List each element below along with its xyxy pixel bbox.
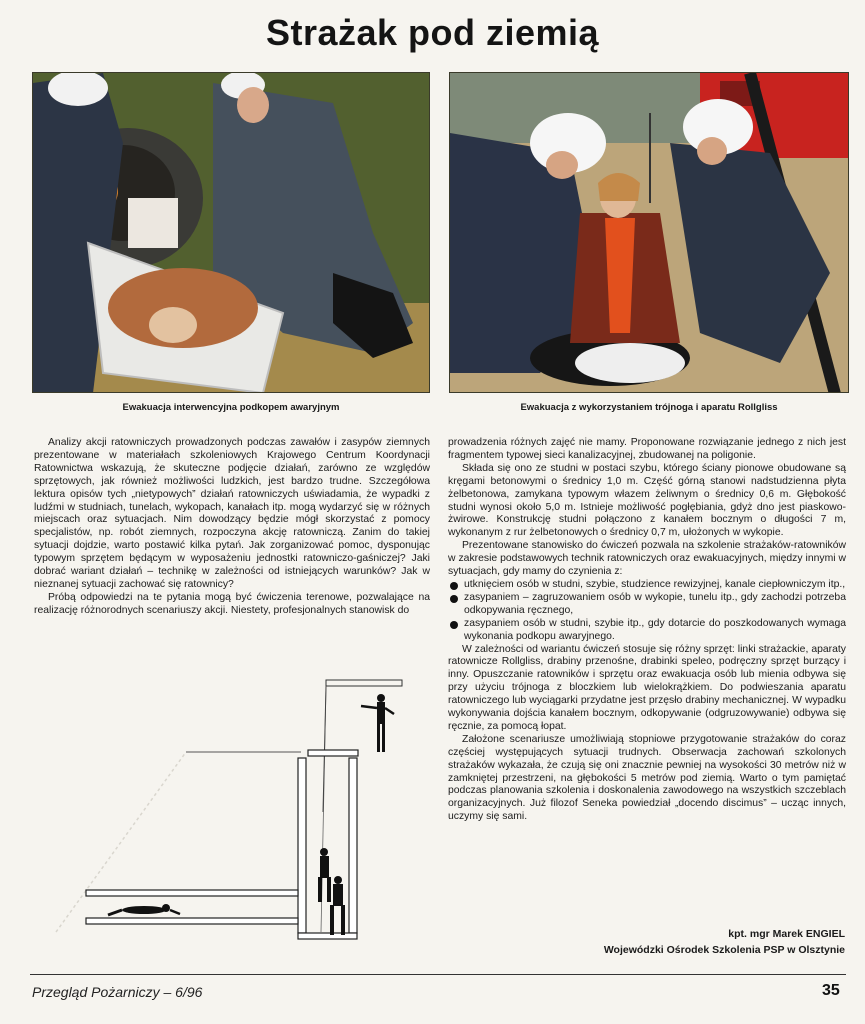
bullet-item: zasypaniem – zagruzowaniem osób w wykopie, tunelu itp., gdy zachodzi potrzeba odkopywania ręcznego, <box>448 592 846 618</box>
photo-tunnel-evacuation <box>32 72 430 393</box>
photo-tripod-evacuation <box>449 72 849 393</box>
page-number: 35 <box>822 982 840 999</box>
paragraph: Analizy akcji ratowniczych prowadzonych podczas zawałów i zasypów ziemnych prezentowane w materiałach szkoleniowych Krajowego Centrum Koordynacji Ratownictwa wskazują, że skuteczne podjęcie działań, zarówno ze względów sprzętowych, jak również możliwości ludzkich, jest bardzo trudne. Szczegółowa lektura opisów tych „nietypowych” działań ratowniczych uświadamia, że wypadki z ludźmi w studniach, tunelach, wykopach, kanałach itp. mogą wydarzyć się w różnych miejscach oraz sytuacjach. Nim dowodzący będzie mógł skorzystać z pomocy specjalistów, np. robót ziemnych, rozpoczyna akcję ratowniczą. Zanim do takiej sytuacji dojdzie, warto postawić kilka pytań. Jak zorganizować pomoc, dysponując typowym sprzętem będącym w wyposażeniu jednostki ratowniczo-gaśniczej? Jaki dobrać wariant działań – technikę w zależności od istniejących warunków? Jak w nieznanej sytuacji zachować się ratownicy? <box>34 437 430 590</box>
journal-issue: Przegląd Pożarniczy – 6/96 <box>32 984 203 1000</box>
paragraph: Składa się ono ze studni w postaci szybu, którego ściany pionowe obudowane są kręgami betonowymi o średnicy 1,0 m. Część górną stanowi nadstudzienna płyta żelbetonowa, zamykana typowym włazem żeliwnym o średnicy 0,6 m. Głębokość studni wynosi około 5,0 m. Istnieje możliwość pogłębiania, gdyż dno jest piaskowo-żwirowe. Konstrukcję studni połączono z kanałem bocznym o długości 7 m, wykonanym z rur żelbetonowych o średnicy 0,7 m, ułożonych w wykopie. <box>448 462 846 539</box>
article-column-right <box>448 437 846 824</box>
author-name: kpt. mgr Marek ENGIEL <box>728 928 845 940</box>
footer-divider <box>30 974 846 975</box>
paragraph: Prezentowane stanowisko do ćwiczeń pozwala na szkolenie strażaków-ratowników w zakresie podstawowych technik ratowniczych oraz ewakuacyjnych, między innymi w sytuacjach, gdy mamy do czynienia z: <box>448 540 846 578</box>
author-institution: Wojewódzki Ośrodek Szkolenia PSP w Olsztynie <box>603 944 845 956</box>
photo-caption-right: Ewakuacja z wykorzystaniem trójnoga i aparatu Rollgliss <box>520 402 778 413</box>
paragraph: W zależności od wariantu ćwiczeń stosuje się różny sprzęt: linki strażackie, aparaty ratownicze Rollgliss, drabiny przenośne, drabinki speleo, podręczny sprzęt burzący i inny. Opuszczanie ratowników i sprzętu oraz ewakuacja osób lub mienia odbywa się przy użyciu trójnoga z bloczkiem lub wielokrążkiem. Do podwieszania aparatu ratowniczego lub wyciągarki przydatne jest przęsło drabiny mechanicznej. W wypadku wykonywania dojścia kanałem bocznym, odkopywanie (odgruzowywanie) odbywa się ręcznie, za pomocą łopat. <box>448 643 846 732</box>
photo-tripod-evacuation-illustration <box>450 73 849 393</box>
paragraph: Próbą odpowiedzi na te pytania mogą być ćwiczenia terenowe, pozwalające na realizację różnorodnych scenariuszy akcji. Niestety, profesjonalnych stanowisk do <box>34 591 430 616</box>
paragraph: prowadzenia różnych zajęć nie mamy. Proponowane rozwiązanie jednego z nich jest fragmentem typowej sieci kanalizacyjnej, zbudowanej na poligonie. <box>448 437 846 461</box>
photo-caption-left: Ewakuacja interwencyjna podkopem awaryjnym <box>122 402 340 413</box>
bullet-item: zasypaniem osób w studni, szybie itp., gdy dotarcie do poszkodowanych wymaga wykonania podkopu awaryjnego. <box>448 618 846 644</box>
author-signature <box>425 926 845 958</box>
article-title: Strażak pod ziemią <box>265 12 600 53</box>
paragraph: Założone scenariusze umożliwiają stopniowe przygotowanie strażaków do coraz częściej występujących sytuacji trudnych. Obserwacja zachowań szkolonych strażaków wykazała, że czują się oni znacznie pewniej na wysokości 30 metrów niż w zamkniętej przestrzeni, na głębokości 5 metrów pod ziemią. Warto o tym pamiętać podczas planowania szkolenia i doskonalenia zawodowego na wszystkich szczeblach organizacyjnych. Już filozof Seneka powiedział „docendo discimus” – ucząc innych, uczymy się sami. <box>448 733 846 823</box>
training-shaft-diagram <box>36 672 436 972</box>
photo-tunnel-evacuation-illustration <box>33 73 430 393</box>
bullet-list <box>448 579 846 644</box>
training-shaft-schematic <box>36 672 436 972</box>
bullet-item: utknięciem osób w studni, szybie, studzience rewizyjnej, kanale ciepłowniczym itp., <box>448 579 846 592</box>
article-column-left <box>34 437 430 618</box>
